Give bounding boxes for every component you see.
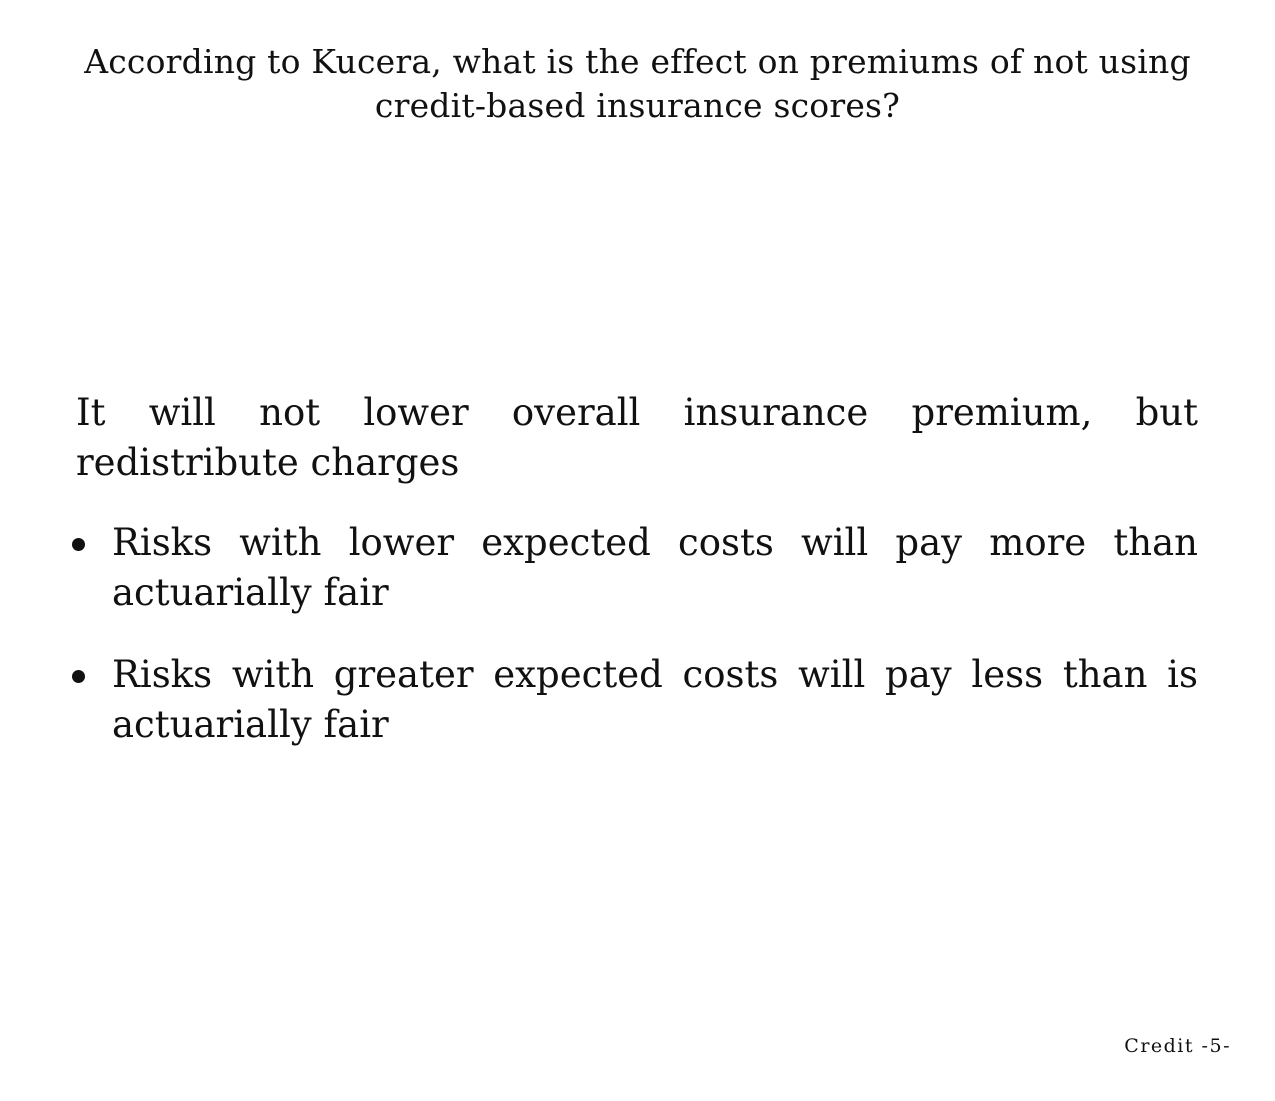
- slide-body: [76, 388, 1198, 782]
- lead-statement: It will not lower overall insurance premium, but redistribute charges: [76, 391, 1198, 484]
- bullet-item-lower-costs: [76, 518, 1198, 618]
- bullet-text: Risks with lower expected costs will pay more than actuarially fair: [112, 521, 1198, 614]
- bullet-text: Risks with greater expected costs will pay less than is actuarially fair: [112, 653, 1198, 746]
- slide-title: According to Kucera, what is the effect on premiums of not using credit-based insurance scores?: [84, 42, 1191, 125]
- footer-page-label: Credit -5-: [1124, 1035, 1231, 1057]
- bullet-item-greater-costs: [76, 650, 1198, 750]
- bullet-list: [76, 518, 1198, 750]
- bullet-icon: [72, 538, 85, 551]
- bullet-icon: [72, 670, 85, 683]
